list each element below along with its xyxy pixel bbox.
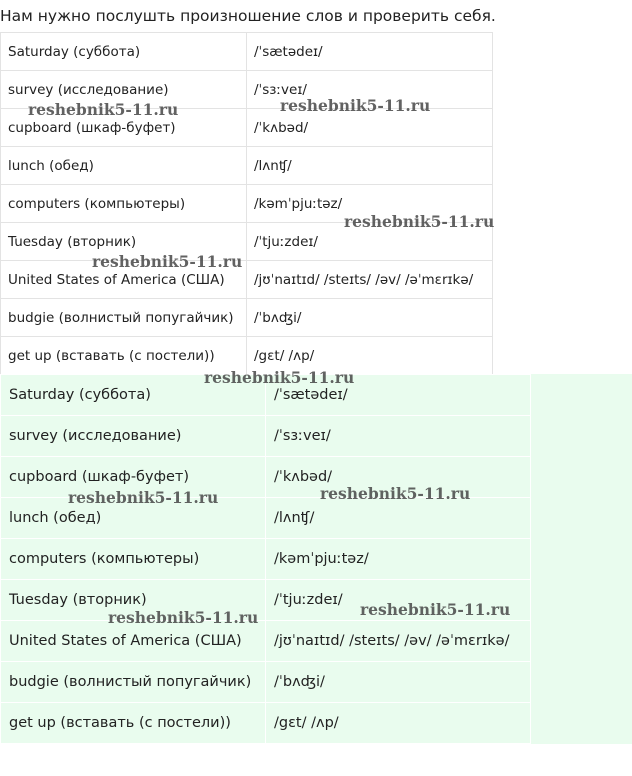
word-cell: computers (компьютеры) bbox=[1, 539, 266, 580]
word-cell: budgie (волнистый попугайчик) bbox=[1, 299, 247, 337]
transcription-cell: /ˈtjuːzdeɪ/ bbox=[247, 223, 493, 261]
word-cell: budgie (волнистый попугайчик) bbox=[1, 662, 266, 703]
table-row bbox=[1, 457, 632, 498]
transcription-cell: /ˈsætədeɪ/ bbox=[266, 375, 531, 416]
word-cell: Tuesday (вторник) bbox=[1, 223, 247, 261]
table-row bbox=[1, 185, 493, 223]
word-cell: Tuesday (вторник) bbox=[1, 580, 266, 621]
table-row bbox=[1, 375, 632, 416]
watermark: reshebnik5-11.ru bbox=[320, 484, 471, 503]
table-row bbox=[1, 337, 493, 375]
watermark: reshebnik5-11.ru bbox=[28, 100, 179, 119]
word-cell: Saturday (суббота) bbox=[1, 375, 266, 416]
page-heading: Нам нужно послушть произношение слов и проверить себя. bbox=[0, 7, 496, 25]
transcription-cell: /kəmˈpjuːtəz/ bbox=[266, 539, 531, 580]
table-row bbox=[1, 261, 493, 299]
watermark: reshebnik5-11.ru bbox=[280, 96, 431, 115]
transcription-cell: /jʊˈnaɪtɪd/ /steɪts/ /əv/ /əˈmɛrɪkə/ bbox=[266, 621, 531, 662]
watermark: reshebnik5-11.ru bbox=[344, 212, 495, 231]
table-row bbox=[1, 498, 632, 539]
transcription-cell: /ˈsætədeɪ/ bbox=[247, 33, 493, 71]
table-row bbox=[1, 539, 632, 580]
word-cell: United States of America (США) bbox=[1, 621, 266, 662]
word-cell: cupboard (шкаф-буфет) bbox=[1, 109, 247, 147]
word-cell: lunch (обед) bbox=[1, 498, 266, 539]
table-row bbox=[1, 223, 493, 261]
table-row bbox=[1, 580, 632, 621]
word-cell: get up (вставать (с постели)) bbox=[1, 337, 247, 375]
transcription-cell: /ˈkʌbəd/ bbox=[247, 109, 493, 147]
watermark: reshebnik5-11.ru bbox=[204, 368, 355, 387]
table-row bbox=[1, 299, 493, 337]
watermark: reshebnik5-11.ru bbox=[92, 252, 243, 271]
vocabulary-table-highlighted bbox=[0, 374, 632, 744]
table-row bbox=[1, 71, 493, 109]
word-cell: United States of America (США) bbox=[1, 261, 247, 299]
transcription-cell: /ˈbʌʤi/ bbox=[266, 662, 531, 703]
word-cell: cupboard (шкаф-буфет) bbox=[1, 457, 266, 498]
transcription-cell: /gɛt/ /ʌp/ bbox=[266, 703, 531, 744]
transcription-cell: /gɛt/ /ʌp/ bbox=[247, 337, 493, 375]
transcription-cell: /ˈsɜːveɪ/ bbox=[266, 416, 531, 457]
transcription-cell: /ˈkʌbəd/ bbox=[266, 457, 531, 498]
table-row bbox=[1, 109, 493, 147]
transcription-cell: /ˈsɜːveɪ/ bbox=[247, 71, 493, 109]
watermark: reshebnik5-11.ru bbox=[108, 608, 259, 627]
transcription-cell: /ˈbʌʤi/ bbox=[247, 299, 493, 337]
word-cell: lunch (обед) bbox=[1, 147, 247, 185]
word-cell: computers (компьютеры) bbox=[1, 185, 247, 223]
transcription-cell: /lʌnʧ/ bbox=[247, 147, 493, 185]
table-row bbox=[1, 147, 493, 185]
watermark: reshebnik5-11.ru bbox=[68, 488, 219, 507]
word-cell: survey (исследование) bbox=[1, 71, 247, 109]
word-cell: get up (вставать (с постели)) bbox=[1, 703, 266, 744]
vocabulary-table-plain bbox=[0, 32, 493, 375]
transcription-cell: /kəmˈpjuːtəz/ bbox=[247, 185, 493, 223]
transcription-cell: /jʊˈnaɪtɪd/ /steɪts/ /əv/ /əˈmɛrɪkə/ bbox=[247, 261, 493, 299]
table-row bbox=[1, 703, 632, 744]
table-row bbox=[1, 33, 493, 71]
transcription-cell: /lʌnʧ/ bbox=[266, 498, 531, 539]
table-row bbox=[1, 416, 632, 457]
transcription-cell: /ˈtjuːzdeɪ/ bbox=[266, 580, 531, 621]
table-row bbox=[1, 621, 632, 662]
word-cell: Saturday (суббота) bbox=[1, 33, 247, 71]
watermark: reshebnik5-11.ru bbox=[360, 600, 511, 619]
word-cell: survey (исследование) bbox=[1, 416, 266, 457]
table-row bbox=[1, 662, 632, 703]
